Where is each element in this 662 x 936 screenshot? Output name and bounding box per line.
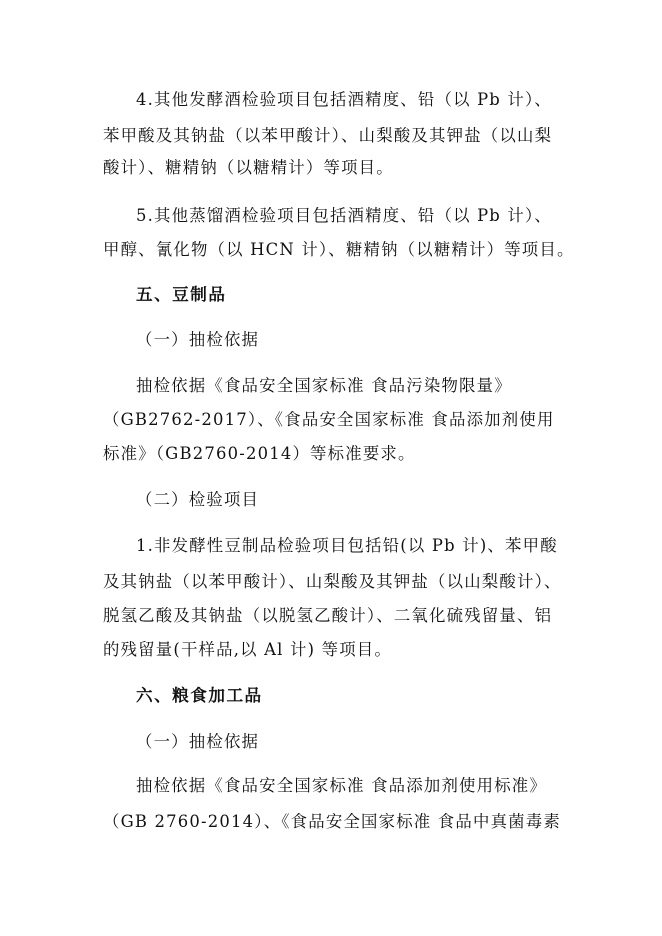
paragraph-line: 标准》（GB2760-2014）等标准要求。 (103, 444, 416, 463)
paragraph-line: 5.其他蒸馏酒检验项目包括酒精度、铅（以 Pb 计）、 (136, 206, 552, 225)
paragraph-line: （GB 2760-2014）、《食品安全国家标准 食品中真菌毒素 (103, 812, 561, 831)
paragraph-line: 抽检依据《食品安全国家标准 食品添加剂使用标准》 (136, 776, 547, 795)
paragraph-line: 甲醇、氰化物（以 HCN 计）、糖精钠（以糖精计）等项目。 (103, 240, 575, 259)
paragraph-line: 及其钠盐（以苯甲酸计）、山梨酸及其钾盐（以山梨酸计）、 (103, 572, 562, 591)
paragraph-line: 苯甲酸及其钠盐（以苯甲酸计）、山梨酸及其钾盐（以山梨 (103, 126, 553, 145)
subsection-heading: （一）抽检依据 (136, 732, 260, 751)
subsection-heading: （一）抽检依据 (136, 330, 260, 349)
paragraph-line: 抽检依据《食品安全国家标准 食品污染物限量》 (136, 376, 512, 395)
paragraph-line: 酸计）、糖精钠（以糖精计）等项目。 (103, 158, 394, 177)
section-heading: 六、粮食加工品 (136, 686, 263, 705)
section-heading: 五、豆制品 (136, 285, 227, 304)
paragraph-line: 1.非发酵性豆制品检验项目包括铅(以 Pb 计)、苯甲酸 (136, 536, 558, 555)
paragraph-line: 脱氢乙酸及其钠盐（以脱氢乙酸计）、二氧化硫残留量、铝 (103, 606, 553, 625)
paragraph-line: 4.其他发酵酒检验项目包括酒精度、铅（以 Pb 计）、 (136, 90, 552, 109)
subsection-heading: （二）检验项目 (136, 490, 260, 509)
paragraph-line: 的残留量(干样品,以 Al 计) 等项目。 (103, 640, 392, 659)
paragraph-line: （GB2762-2017）、《食品安全国家标准 食品添加剂使用 (103, 410, 555, 429)
